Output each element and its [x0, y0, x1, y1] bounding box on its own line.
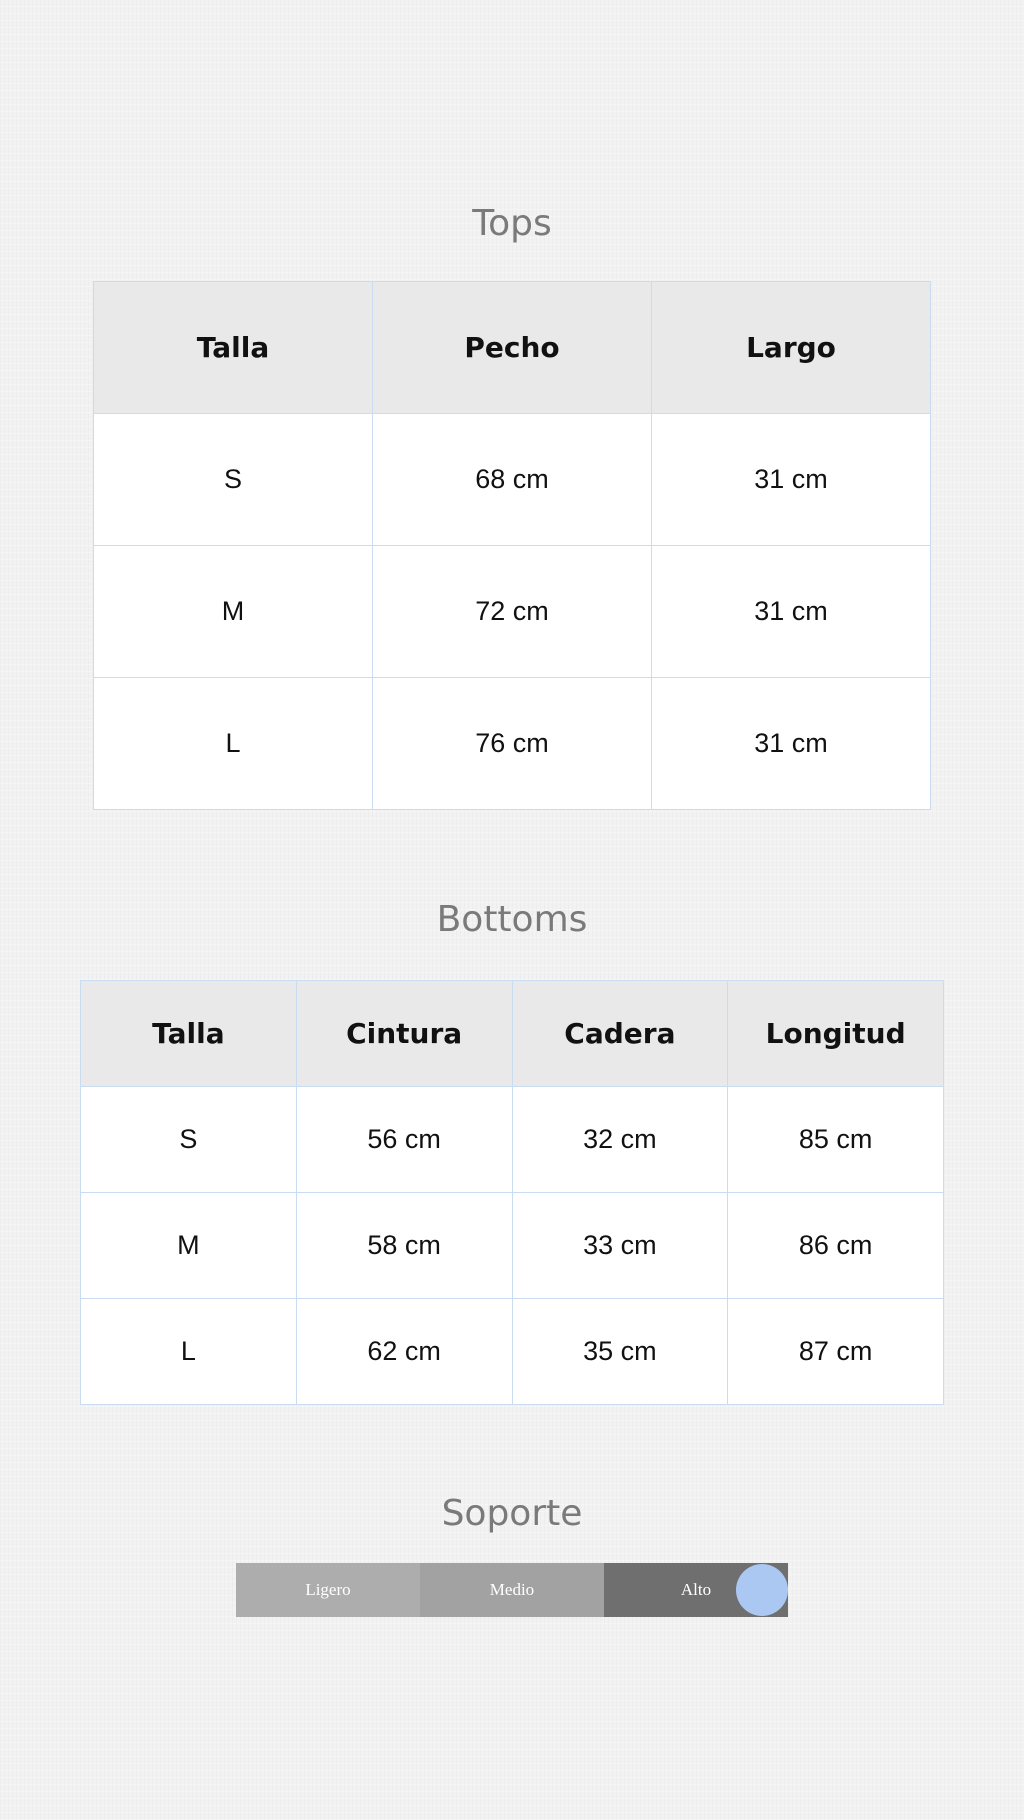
table-cell: L [81, 1299, 297, 1405]
column-header-cadera: Cadera [512, 981, 728, 1087]
tops-size-table [93, 281, 931, 810]
column-header-cintura: Cintura [296, 981, 512, 1087]
table-cell: 58 cm [296, 1193, 512, 1299]
table-cell: 86 cm [728, 1193, 944, 1299]
table-cell: S [81, 1087, 297, 1193]
table-header-row [81, 981, 944, 1087]
table-cell: 35 cm [512, 1299, 728, 1405]
support-title: Soporte [441, 1493, 583, 1534]
support-level-label: Ligero [305, 1580, 351, 1599]
column-header-talla: Talla [94, 282, 373, 414]
table-cell: 56 cm [296, 1087, 512, 1193]
support-indicator-dot [736, 1564, 788, 1616]
table-row [94, 678, 931, 810]
table-row [94, 414, 931, 546]
table-cell: M [81, 1193, 297, 1299]
table-row [94, 546, 931, 678]
table-cell: 85 cm [728, 1087, 944, 1193]
table-cell: S [94, 414, 373, 546]
bottoms-title: Bottoms [436, 899, 588, 940]
table-header-row [94, 282, 931, 414]
support-level-label: Medio [489, 1580, 535, 1599]
table-cell: 72 cm [373, 546, 652, 678]
table-cell: 68 cm [373, 414, 652, 546]
table-cell: M [94, 546, 373, 678]
support-level-scale [236, 1563, 788, 1617]
table-row [81, 1299, 944, 1405]
support-level-alto [604, 1563, 788, 1617]
table-cell: 62 cm [296, 1299, 512, 1405]
support-level-medio [420, 1563, 604, 1617]
bottoms-size-table [80, 980, 944, 1405]
table-cell: 32 cm [512, 1087, 728, 1193]
column-header-longitud: Longitud [728, 981, 944, 1087]
support-level-ligero [236, 1563, 420, 1617]
table-cell: L [94, 678, 373, 810]
tops-title: Tops [472, 203, 552, 244]
table-cell: 33 cm [512, 1193, 728, 1299]
table-row [81, 1087, 944, 1193]
column-header-pecho: Pecho [373, 282, 652, 414]
support-level-label: Alto [680, 1580, 712, 1599]
table-cell: 31 cm [652, 546, 931, 678]
column-header-largo: Largo [652, 282, 931, 414]
table-cell: 31 cm [652, 678, 931, 810]
table-cell: 76 cm [373, 678, 652, 810]
column-header-talla: Talla [81, 981, 297, 1087]
table-cell: 31 cm [652, 414, 931, 546]
table-row [81, 1193, 944, 1299]
table-cell: 87 cm [728, 1299, 944, 1405]
